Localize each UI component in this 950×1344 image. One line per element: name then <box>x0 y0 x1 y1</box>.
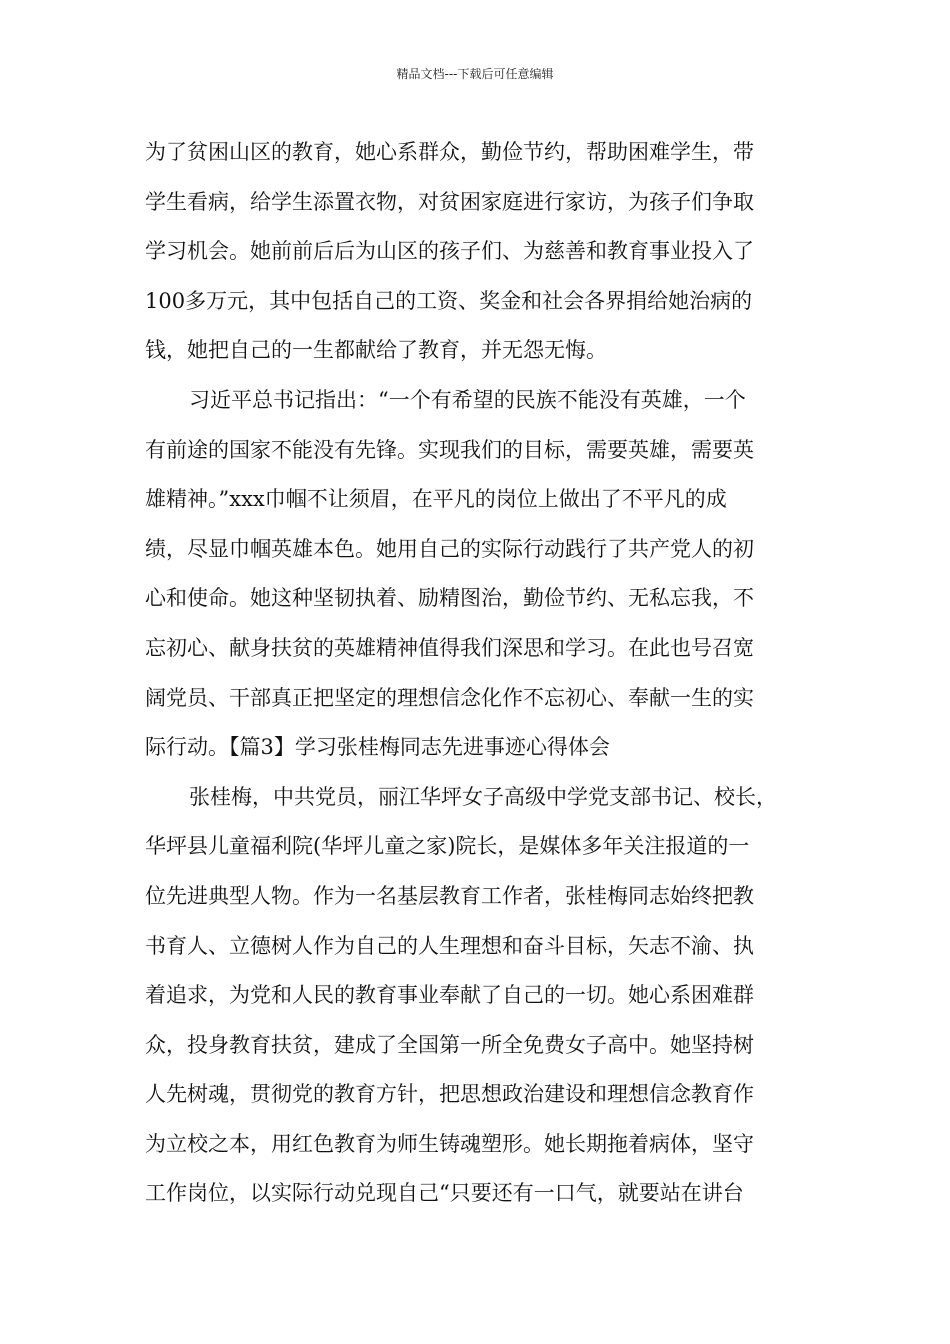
text-line: 张桂梅，中共党员，丽江华坪女子高级中学党支部书记、校长， <box>189 784 777 809</box>
text-line: 位先进典型人物。作为一名基层教育工作者，张桂梅同志始终把教 <box>145 883 754 908</box>
text-line: 100多万元，其中包括自己的工资、奖金和社会各界捐给她治病的 <box>145 288 753 313</box>
text-line: 雄精神。”xxx巾帼不让须眉，在平凡的岗位上做出了不平凡的成 <box>145 487 727 512</box>
text-line: 学习机会。她前前后后为山区的孩子们、为慈善和教育事业投入了 <box>145 239 754 264</box>
paragraph-3 <box>145 773 810 1219</box>
text-line: 心和使命。她这种坚韧执着、励精图治，勤俭节约、无私忘我，不 <box>145 586 754 611</box>
paragraph-2 <box>145 376 810 773</box>
paragraph-1 <box>145 128 810 376</box>
text-line: 有前途的国家不能没有先锋。实现我们的目标，需要英雄，需要英 <box>145 437 754 462</box>
text-line: 际行动。【篇3】学习张桂梅同志先进事迹心得体会 <box>145 735 610 760</box>
text-line: 书育人、立德树人作为自己的人生理想和奋斗目标，矢志不渝、执 <box>145 933 754 958</box>
text-line: 为立校之本，用红色教育为师生铸魂塑形。她长期拖着病体，坚守 <box>145 1131 754 1156</box>
text-line: 人先树魂，贯彻党的教育方针，把思想政治建设和理想信念教育作 <box>145 1082 754 1107</box>
text-line: 为了贫困山区的教育，她心系群众，勤俭节约，帮助困难学生，带 <box>145 140 754 164</box>
text-line: 华坪县儿童福利院(华坪儿童之家)院长，是媒体多年关注报道的一 <box>145 834 750 859</box>
text-line: 众，投身教育扶贫，建成了全国第一所全免费女子高中。她坚持树 <box>145 1032 754 1057</box>
text-line: 绩，尽显巾帼英雄本色。她用自己的实际行动践行了共产党人的初 <box>145 536 754 561</box>
document-body <box>145 128 810 1219</box>
text-line: 工作岗位，以实际行动兑现自己“只要还有一口气，就要站在讲台 <box>145 1181 744 1206</box>
page-header: 精品文档---下载后可任意编辑 <box>396 67 554 81</box>
text-line: 忘初心、献身扶贫的英雄精神值得我们深思和学习。在此也号召宽 <box>145 635 754 660</box>
text-line: 着追求，为党和人民的教育事业奉献了自己的一切。她心系困难群 <box>145 983 754 1008</box>
text-line: 钱，她把自己的一生都献给了教育，并无怨无悔。 <box>145 338 607 363</box>
text-line: 阔党员、干部真正把坚定的理想信念化作不忘初心、奉献一生的实 <box>145 685 754 710</box>
text-line: 习近平总书记指出：“一个有希望的民族不能没有英雄，一个 <box>189 387 746 412</box>
text-line: 学生看病，给学生添置衣物，对贫困家庭进行家访，为孩子们争取 <box>145 189 754 214</box>
